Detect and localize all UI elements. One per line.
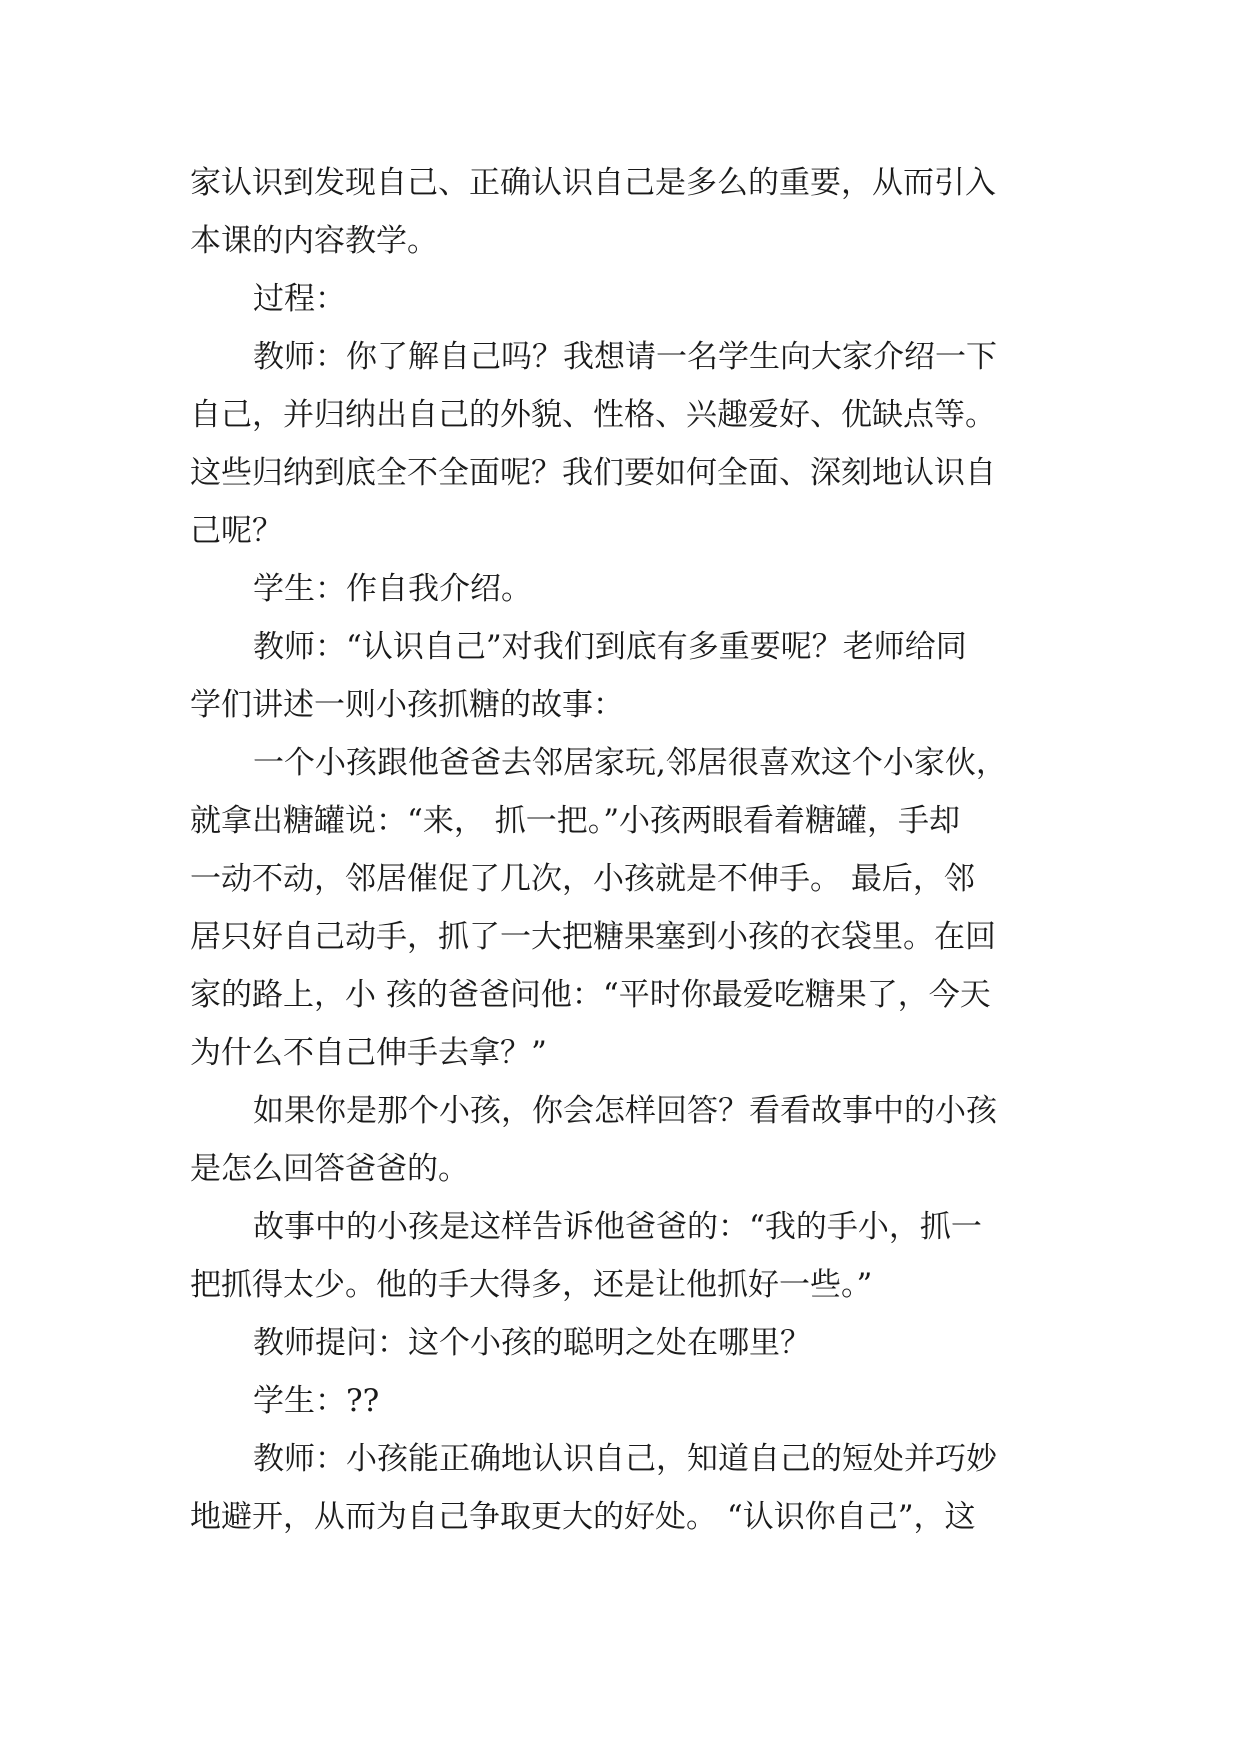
text-line: 是怎么回答爸爸的。	[190, 1151, 469, 1187]
text-line: 这些归纳到底全不全面呢？我们要如何全面、深刻地认识自	[190, 455, 996, 491]
text-line: 己呢？	[190, 513, 283, 549]
text-line: 教师：你了解自己吗？我想请一名学生向大家介绍一下	[253, 339, 997, 375]
text-line: 自己，并归纳出自己的外貌、性格、兴趣爱好、优缺点等。	[190, 397, 996, 433]
text-line: 本课的内容教学。	[190, 223, 438, 259]
text-line: 地避开，从而为自己争取更大的好处。 “认识你自己”，这	[190, 1499, 976, 1535]
text-line: 教师：小孩能正确地认识自己，知道自己的短处并巧妙	[253, 1441, 997, 1477]
text-line: 把抓得太少。他的手大得多，还是让他抓好一些。”	[190, 1267, 873, 1303]
text-line: 就拿出糖罐说：“来， 抓一把。”小孩两眼看着糖罐，手却	[190, 803, 961, 839]
text-line: 为什么不自己伸手去拿？”	[190, 1035, 547, 1071]
text-line: 如果你是那个小孩，你会怎样回答？看看故事中的小孩	[253, 1093, 997, 1129]
text-line: 一个小孩跟他爸爸去邻居家玩,邻居很喜欢这个小家伙，	[253, 745, 1007, 781]
text-line: 学们讲述一则小孩抓糖的故事：	[190, 687, 624, 723]
text-line: 家的路上，小 孩的爸爸问他：“平时你最爱吃糖果了，今天	[190, 977, 991, 1013]
text-line: 居只好自己动手，抓了一大把糖果塞到小孩的衣袋里。在回	[190, 919, 996, 955]
text-line: 学生：作自我介绍。	[253, 571, 532, 607]
text-line: 家认识到发现自己、正确认识自己是多么的重要，从而引入	[190, 165, 996, 201]
text-line: 一动不动，邻居催促了几次，小孩就是不伸手。 最后，邻	[190, 861, 975, 897]
text-line: 教师提问：这个小孩的聪明之处在哪里？	[253, 1325, 811, 1361]
text-line: 故事中的小孩是这样告诉他爸爸的：“我的手小，抓一	[253, 1209, 982, 1245]
text-line: 教师：“认识自己”对我们到底有多重要呢？老师给同	[253, 629, 967, 665]
text-line: 过程：	[253, 281, 346, 317]
text-line: 学生：??	[253, 1383, 380, 1419]
